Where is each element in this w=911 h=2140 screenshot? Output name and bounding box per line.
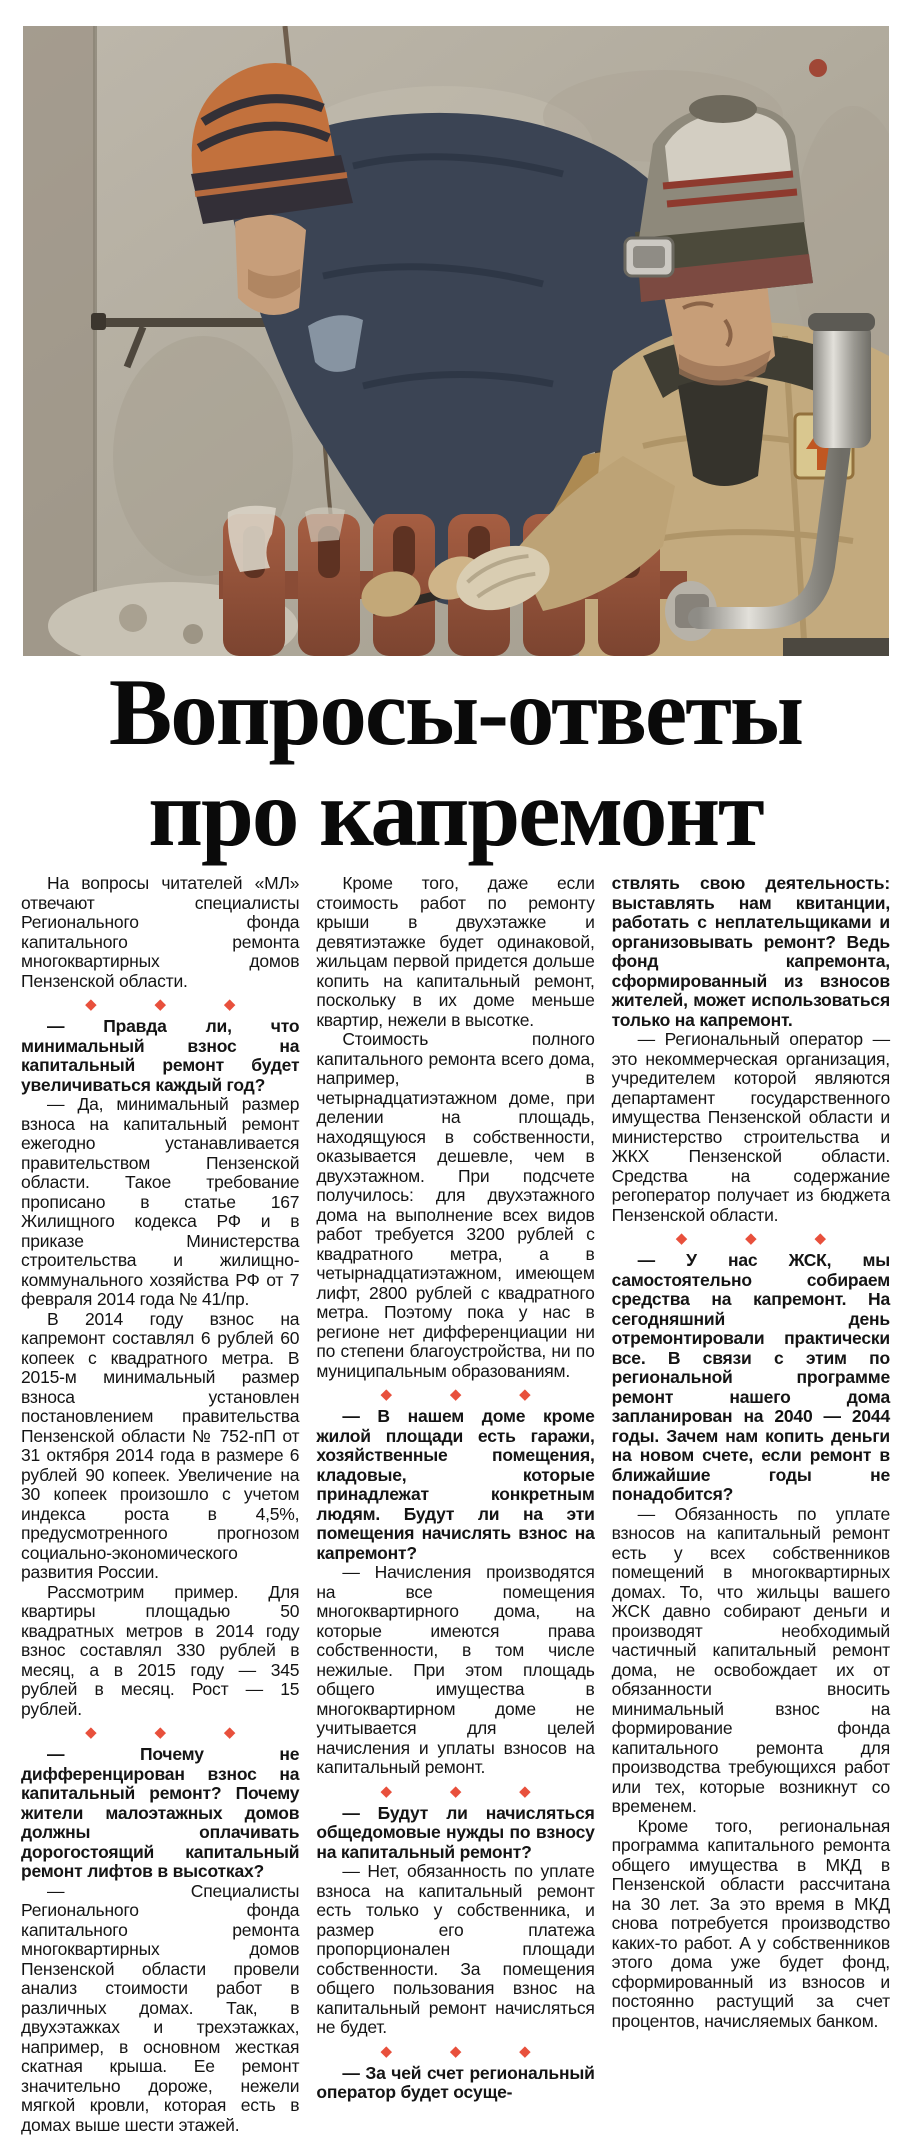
answer-paragraph: — Начисления производятся на все помещения многоквартирного дома, на которые имеются права собственности, в том числе нежилые. При этом площадь общего имущества в многоквартирном доме не учитывается для целей начисления и уплаты взносов на капитальный ремонт. (316, 1562, 595, 1777)
headline-line-2: про капремонт (148, 760, 763, 866)
photo-illustration (23, 26, 889, 656)
article-body (0, 874, 911, 2135)
question-paragraph: — Почему не дифференцирован взнос на капитальный ремонт? Почему жители малоэтажных домов должны оплачивать дорогостоящий капитальный ремонт лифтов в высотках? (21, 1744, 300, 1881)
diamond-icon: ◆ (223, 1724, 236, 1741)
section-separator (316, 2044, 594, 2059)
section-separator (316, 1784, 594, 1799)
column-1 (21, 874, 299, 2135)
diamond-icon: ◆ (85, 996, 97, 1013)
diamond-icon: ◆ (519, 1782, 531, 1800)
answer-paragraph: — Да, минимальный размер взноса на капитальный ремонт ежегодно устанавливается правительством Пензенской области. Такое требование прописано в статье 167 Жилищного кодекса РФ и в приказе Министерства строительства и жилищно-коммунального хозяйства РФ от 7 февраля 2014 года № 41/пр. (21, 1094, 300, 1309)
question-paragraph: — У нас ЖСК, мы самостоятельно собираем средства на капремонт. На сегодняшний день отремонтировали практически все. В связи с этим по региональной программе ремонт нашего дома запланирован на 2040 — 2044 годы. Зачем нам копить деньги на новом счете, если ремонт в ближайшие годы не понадобится? (611, 1250, 890, 1504)
question-paragraph: — Правда ли, что минимальный взнос на капитальный ремонт будет увеличиваться каждый год? (21, 1016, 300, 1095)
diamond-icon: ◆ (223, 996, 236, 1013)
diamond-icon: ◆ (449, 2042, 462, 2060)
diamond-icon: ◆ (85, 1724, 97, 1741)
question-paragraph: — За чей счет региональный оператор будет осуще- (316, 2062, 595, 2102)
answer-paragraph: — Специалисты Регионального фонда капитального ремонта многоквартирных домов Пензенской области провели анализ стоимости работ в различных домах. Так, в двухэтажках и трехэтажках, например, в основном жесткая скатная крыша. Ее ремонт значительно дороже, нежели мягкой кровли, которая есть в домах выше шести этажей. (21, 1880, 300, 2135)
intro-paragraph: На вопросы читателей «МЛ» отвечают специалисты Регионального фонда капитального ремонта многоквартирных домов Пензенской области. (21, 873, 300, 991)
diamond-icon: ◆ (154, 996, 166, 1013)
answer-paragraph: Стоимость полного капитального ремонта всего дома, например, в четырнадцатиэтажном доме, при делении на площадь, находящуюся в собственности, оказывается дешевле, чем в двухэтажном. При подсчете получилось: для двухэтажного дома на выполнение всех видов работ требуется 3200 рублей с квадратного метра, а в четырнадцатиэтажном, имеющем лифт, 2800 рублей с квадратного метра. Поэтому пока у нас в регионе нет дифференциации ни по степени благоустройства, ни по муниципальным образованиям. (316, 1029, 595, 1381)
column-3 (612, 874, 890, 2135)
section-separator (21, 997, 299, 1012)
question-continued-paragraph: ствлять свою деятельность: выставлять нам квитанции, работать с неплательщиками и организовывать ремонт? Ведь фонд капремонта, сформированный из взносов жителей, может использоваться только на капремонт. (611, 873, 890, 1030)
question-paragraph: — В нашем доме кроме жилой площади есть гаражи, хозяйственные помещения, кладовые, которые принадлежат конкретным людям. Будут ли на эти помещения начислять взнос на капремонт? (316, 1406, 595, 1563)
answer-paragraph: — Региональный оператор — это некоммерческая организация, учредителем которой являются департамент государственного имущества Пензенской области и министерство строительства и ЖКХ Пензенской области. Средства на содержание регоператор получает из бюджета Пензенской области. (611, 1029, 890, 1225)
diamond-icon: ◆ (380, 1782, 392, 1800)
answer-paragraph: В 2014 году взнос на капремонт составлял 6 рублей 60 копеек с квадратного метра. В 2015-м минимальный размер взноса установлен постановлением правительства Пензенской области № 752-пП от 31 октября 2014 года в размере 6 рублей 90 копеек. Увеличение на 30 копеек произошло с учетом индекса роста в 4,5%, предусмотренного прогнозом социально-экономического развития России. (21, 1308, 300, 1582)
diamond-icon: ◆ (745, 1230, 757, 1247)
answer-paragraph: — Обязанность по уплате взносов на капитальный ремонт есть у всех собственников помещений в многоквартирных домах. То, что жильцы вашего ЖСК давно собирают деньги и производят необходимый частичный капитальный ремонт дома, не освобождает их от обязанности вносить минимальный взнос на формирование фонда капитального ремонта для производства требующихся работ или тех, которые возникнут со временем. (611, 1503, 890, 1816)
diamond-icon: ◆ (449, 1782, 462, 1800)
diamond-icon: ◆ (449, 1386, 462, 1403)
diamond-icon: ◆ (519, 1386, 531, 1403)
column-2 (316, 874, 594, 2135)
diamond-icon: ◆ (380, 1386, 392, 1403)
diamond-icon: ◆ (380, 2042, 392, 2060)
diamond-icon: ◆ (519, 2042, 531, 2060)
answer-paragraph: — Нет, обязанность по уплате взноса на капитальный ремонт есть только у собственника, и размер его платежа пропорционален площади собственности. За помещения общего пользования взнос на капитальный ремонт начисляться не будет. (316, 1861, 595, 2037)
diamond-icon: ◆ (154, 1724, 166, 1741)
headline-line-1: Вопросы-ответы (108, 659, 803, 765)
diamond-icon: ◆ (814, 1230, 826, 1247)
section-separator (612, 1231, 890, 1246)
section-separator (21, 1725, 299, 1740)
article-headline (0, 659, 911, 866)
diamond-icon: ◆ (675, 1230, 688, 1247)
answer-paragraph: Рассмотрим пример. Для квартиры площадью 50 квадратных метров в 2014 году взнос составлял 330 рублей в месяц, а в 2015 году — 345 рублей в месяц. Рост — 15 рублей. (21, 1581, 300, 1719)
question-paragraph: — Будут ли начисляться общедомовые нужды по взносу на капитальный ремонт? (316, 1802, 595, 1862)
answer-paragraph: Кроме того, даже если стоимость работ по ремонту крыши в двухэтажке и девятиэтажке будет одинаковой, жильцам первой придется дольше копить на капитальный ремонт, поскольку в их доме меньше квартир, нежели в высотке. (316, 873, 595, 1030)
section-separator (316, 1387, 594, 1402)
article-photo (23, 26, 889, 656)
answer-paragraph: Кроме того, региональная программа капитального ремонта общего имущества в МКД в Пензенской области рассчитана на 30 лет. За это время в МКД снова потребуется производство каких-то работ. А у собственников этого дома уже будет фонд, сформированный из взносов и постоянно растущий за счет процентов, начисляемых банком. (611, 1815, 890, 2031)
